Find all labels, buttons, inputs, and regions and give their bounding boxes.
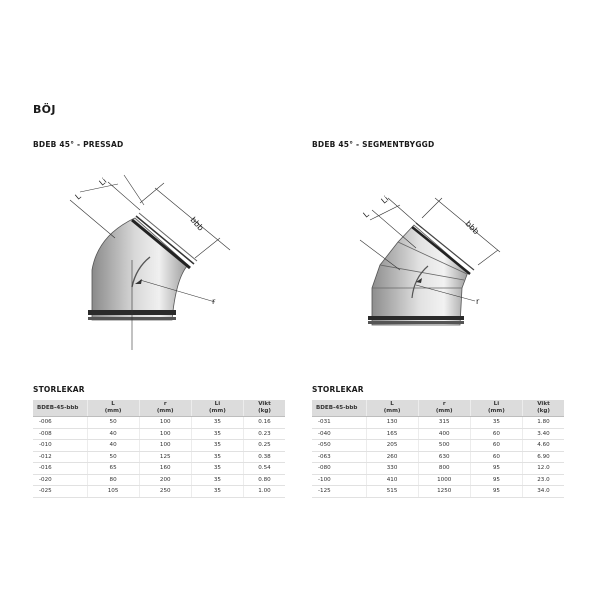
column-header-unit: (mm) xyxy=(435,408,453,414)
table-cell: 1000 xyxy=(418,474,470,486)
table-cell: 0.23 xyxy=(243,428,285,440)
column-header-name: Li xyxy=(493,401,500,407)
table-cell: 4.60 xyxy=(522,440,564,452)
table-row xyxy=(33,474,285,486)
table-cell: 100 xyxy=(139,417,191,429)
table-cell: 40 xyxy=(87,428,139,440)
table-cell: 165 xyxy=(366,428,418,440)
table-cell: 0.25 xyxy=(243,440,285,452)
table-cell: 130 xyxy=(366,417,418,429)
table-cell: 205 xyxy=(366,440,418,452)
table-cell: 400 xyxy=(418,428,470,440)
column-header xyxy=(139,400,191,417)
table-cell: -016 xyxy=(33,463,87,475)
right-label-Li: Li xyxy=(379,194,391,206)
table-cell: 50 xyxy=(87,417,139,429)
column-header xyxy=(522,400,564,417)
table-cell: 35 xyxy=(191,486,243,498)
left-section-title: STORLEKAR xyxy=(33,385,85,394)
table-cell: 330 xyxy=(366,463,418,475)
table-cell: 410 xyxy=(366,474,418,486)
column-header xyxy=(243,400,285,417)
table-cell: 0.16 xyxy=(243,417,285,429)
table-cell: -040 xyxy=(312,428,366,440)
table-cell: -008 xyxy=(33,428,87,440)
column-header xyxy=(418,400,470,417)
column-header xyxy=(312,400,366,417)
table-cell: 500 xyxy=(418,440,470,452)
page-title: BÖJ xyxy=(33,103,56,116)
column-header-unit: (mm) xyxy=(209,408,226,414)
left-label-bbb: bbb xyxy=(188,215,206,233)
table-row xyxy=(312,486,564,498)
column-header-name: Vikt xyxy=(537,401,550,407)
table-cell: 3.40 xyxy=(522,428,564,440)
table-cell: 34.0 xyxy=(522,486,564,498)
table-cell: 315 xyxy=(418,417,470,429)
segmented-bend-drawing xyxy=(350,160,550,355)
table-cell: 0.54 xyxy=(243,463,285,475)
table-cell: 630 xyxy=(418,451,470,463)
table-cell: 35 xyxy=(191,451,243,463)
table-cell: 35 xyxy=(191,428,243,440)
table-cell: -050 xyxy=(312,440,366,452)
table-row xyxy=(312,463,564,475)
table-cell: 1.00 xyxy=(243,486,285,498)
table-cell: -080 xyxy=(312,463,366,475)
table-cell: 125 xyxy=(139,451,191,463)
table-cell: 0.38 xyxy=(243,451,285,463)
column-header-unit: (mm) xyxy=(488,408,505,414)
table-cell: 35 xyxy=(191,474,243,486)
left-label-L: L xyxy=(73,191,83,202)
table-cell: 50 xyxy=(87,451,139,463)
table-cell: 95 xyxy=(470,474,522,486)
column-header-unit: (kg) xyxy=(258,408,271,414)
left-label-Li: Li xyxy=(97,176,109,188)
table-cell: 515 xyxy=(366,486,418,498)
column-header-name: Li xyxy=(214,401,221,407)
left-sizes-table xyxy=(33,400,285,498)
table-cell: -100 xyxy=(312,474,366,486)
left-product-title: BDEB 45° - PRESSAD xyxy=(33,140,124,149)
right-product-title: BDEB 45° - SEGMENTBYGGD xyxy=(312,140,435,149)
table-cell: 95 xyxy=(470,463,522,475)
table-row xyxy=(33,451,285,463)
right-label-L: L xyxy=(361,209,371,220)
column-header xyxy=(33,400,87,417)
table-cell: 95 xyxy=(470,486,522,498)
column-header-name: r xyxy=(442,401,446,407)
column-header xyxy=(366,400,418,417)
table-cell: -012 xyxy=(33,451,87,463)
table-row xyxy=(33,428,285,440)
column-header-name: r xyxy=(163,401,167,407)
table-header-row xyxy=(312,400,564,417)
right-sizes-table xyxy=(312,400,564,498)
table-cell: 12.0 xyxy=(522,463,564,475)
table-row xyxy=(312,451,564,463)
table-cell: -031 xyxy=(312,417,366,429)
table-cell: 250 xyxy=(139,486,191,498)
column-header xyxy=(470,400,522,417)
table-cell: 200 xyxy=(139,474,191,486)
left-label-r: r xyxy=(212,297,216,306)
table-row xyxy=(33,417,285,429)
table-row xyxy=(312,428,564,440)
column-header-name: Vikt xyxy=(258,401,271,407)
table-cell: -010 xyxy=(33,440,87,452)
column-header-name: BDEB-45-bbb xyxy=(37,404,79,411)
table-cell: 35 xyxy=(470,417,522,429)
right-section-title: STORLEKAR xyxy=(312,385,364,394)
table-row xyxy=(33,463,285,475)
table-cell: -020 xyxy=(33,474,87,486)
table-cell: 80 xyxy=(87,474,139,486)
column-header-name: BDEB-45-bbb xyxy=(316,404,358,411)
table-cell: 35 xyxy=(191,463,243,475)
table-cell: 1.80 xyxy=(522,417,564,429)
table-cell: 160 xyxy=(139,463,191,475)
table-cell: 100 xyxy=(139,428,191,440)
table-cell: 60 xyxy=(470,428,522,440)
table-row xyxy=(312,417,564,429)
column-header-unit: (kg) xyxy=(537,408,550,414)
table-cell: -025 xyxy=(33,486,87,498)
table-cell: 800 xyxy=(418,463,470,475)
table-cell: 60 xyxy=(470,451,522,463)
table-cell: -125 xyxy=(312,486,366,498)
table-header-row xyxy=(33,400,285,417)
table-cell: -063 xyxy=(312,451,366,463)
column-header xyxy=(87,400,139,417)
pressed-bend-drawing xyxy=(40,160,240,355)
table-cell: 260 xyxy=(366,451,418,463)
right-label-bbb: bbb xyxy=(463,219,481,237)
table-row xyxy=(312,474,564,486)
table-cell: 1250 xyxy=(418,486,470,498)
table-cell: -006 xyxy=(33,417,87,429)
table-cell: 100 xyxy=(139,440,191,452)
table-cell: 65 xyxy=(87,463,139,475)
table-row xyxy=(33,486,285,498)
column-header-name: L xyxy=(111,401,115,407)
table-cell: 35 xyxy=(191,440,243,452)
column-header-unit: (mm) xyxy=(156,408,174,414)
column-header-unit: (mm) xyxy=(104,408,122,414)
right-label-r: r xyxy=(476,297,480,306)
table-row xyxy=(312,440,564,452)
table-cell: 23.0 xyxy=(522,474,564,486)
table-cell: 35 xyxy=(191,417,243,429)
table-cell: 6.90 xyxy=(522,451,564,463)
table-cell: 105 xyxy=(87,486,139,498)
table-cell: 0.80 xyxy=(243,474,285,486)
column-header xyxy=(191,400,243,417)
column-header-name: L xyxy=(390,401,394,407)
table-cell: 40 xyxy=(87,440,139,452)
column-header-unit: (mm) xyxy=(383,408,401,414)
table-cell: 60 xyxy=(470,440,522,452)
table-row xyxy=(33,440,285,452)
